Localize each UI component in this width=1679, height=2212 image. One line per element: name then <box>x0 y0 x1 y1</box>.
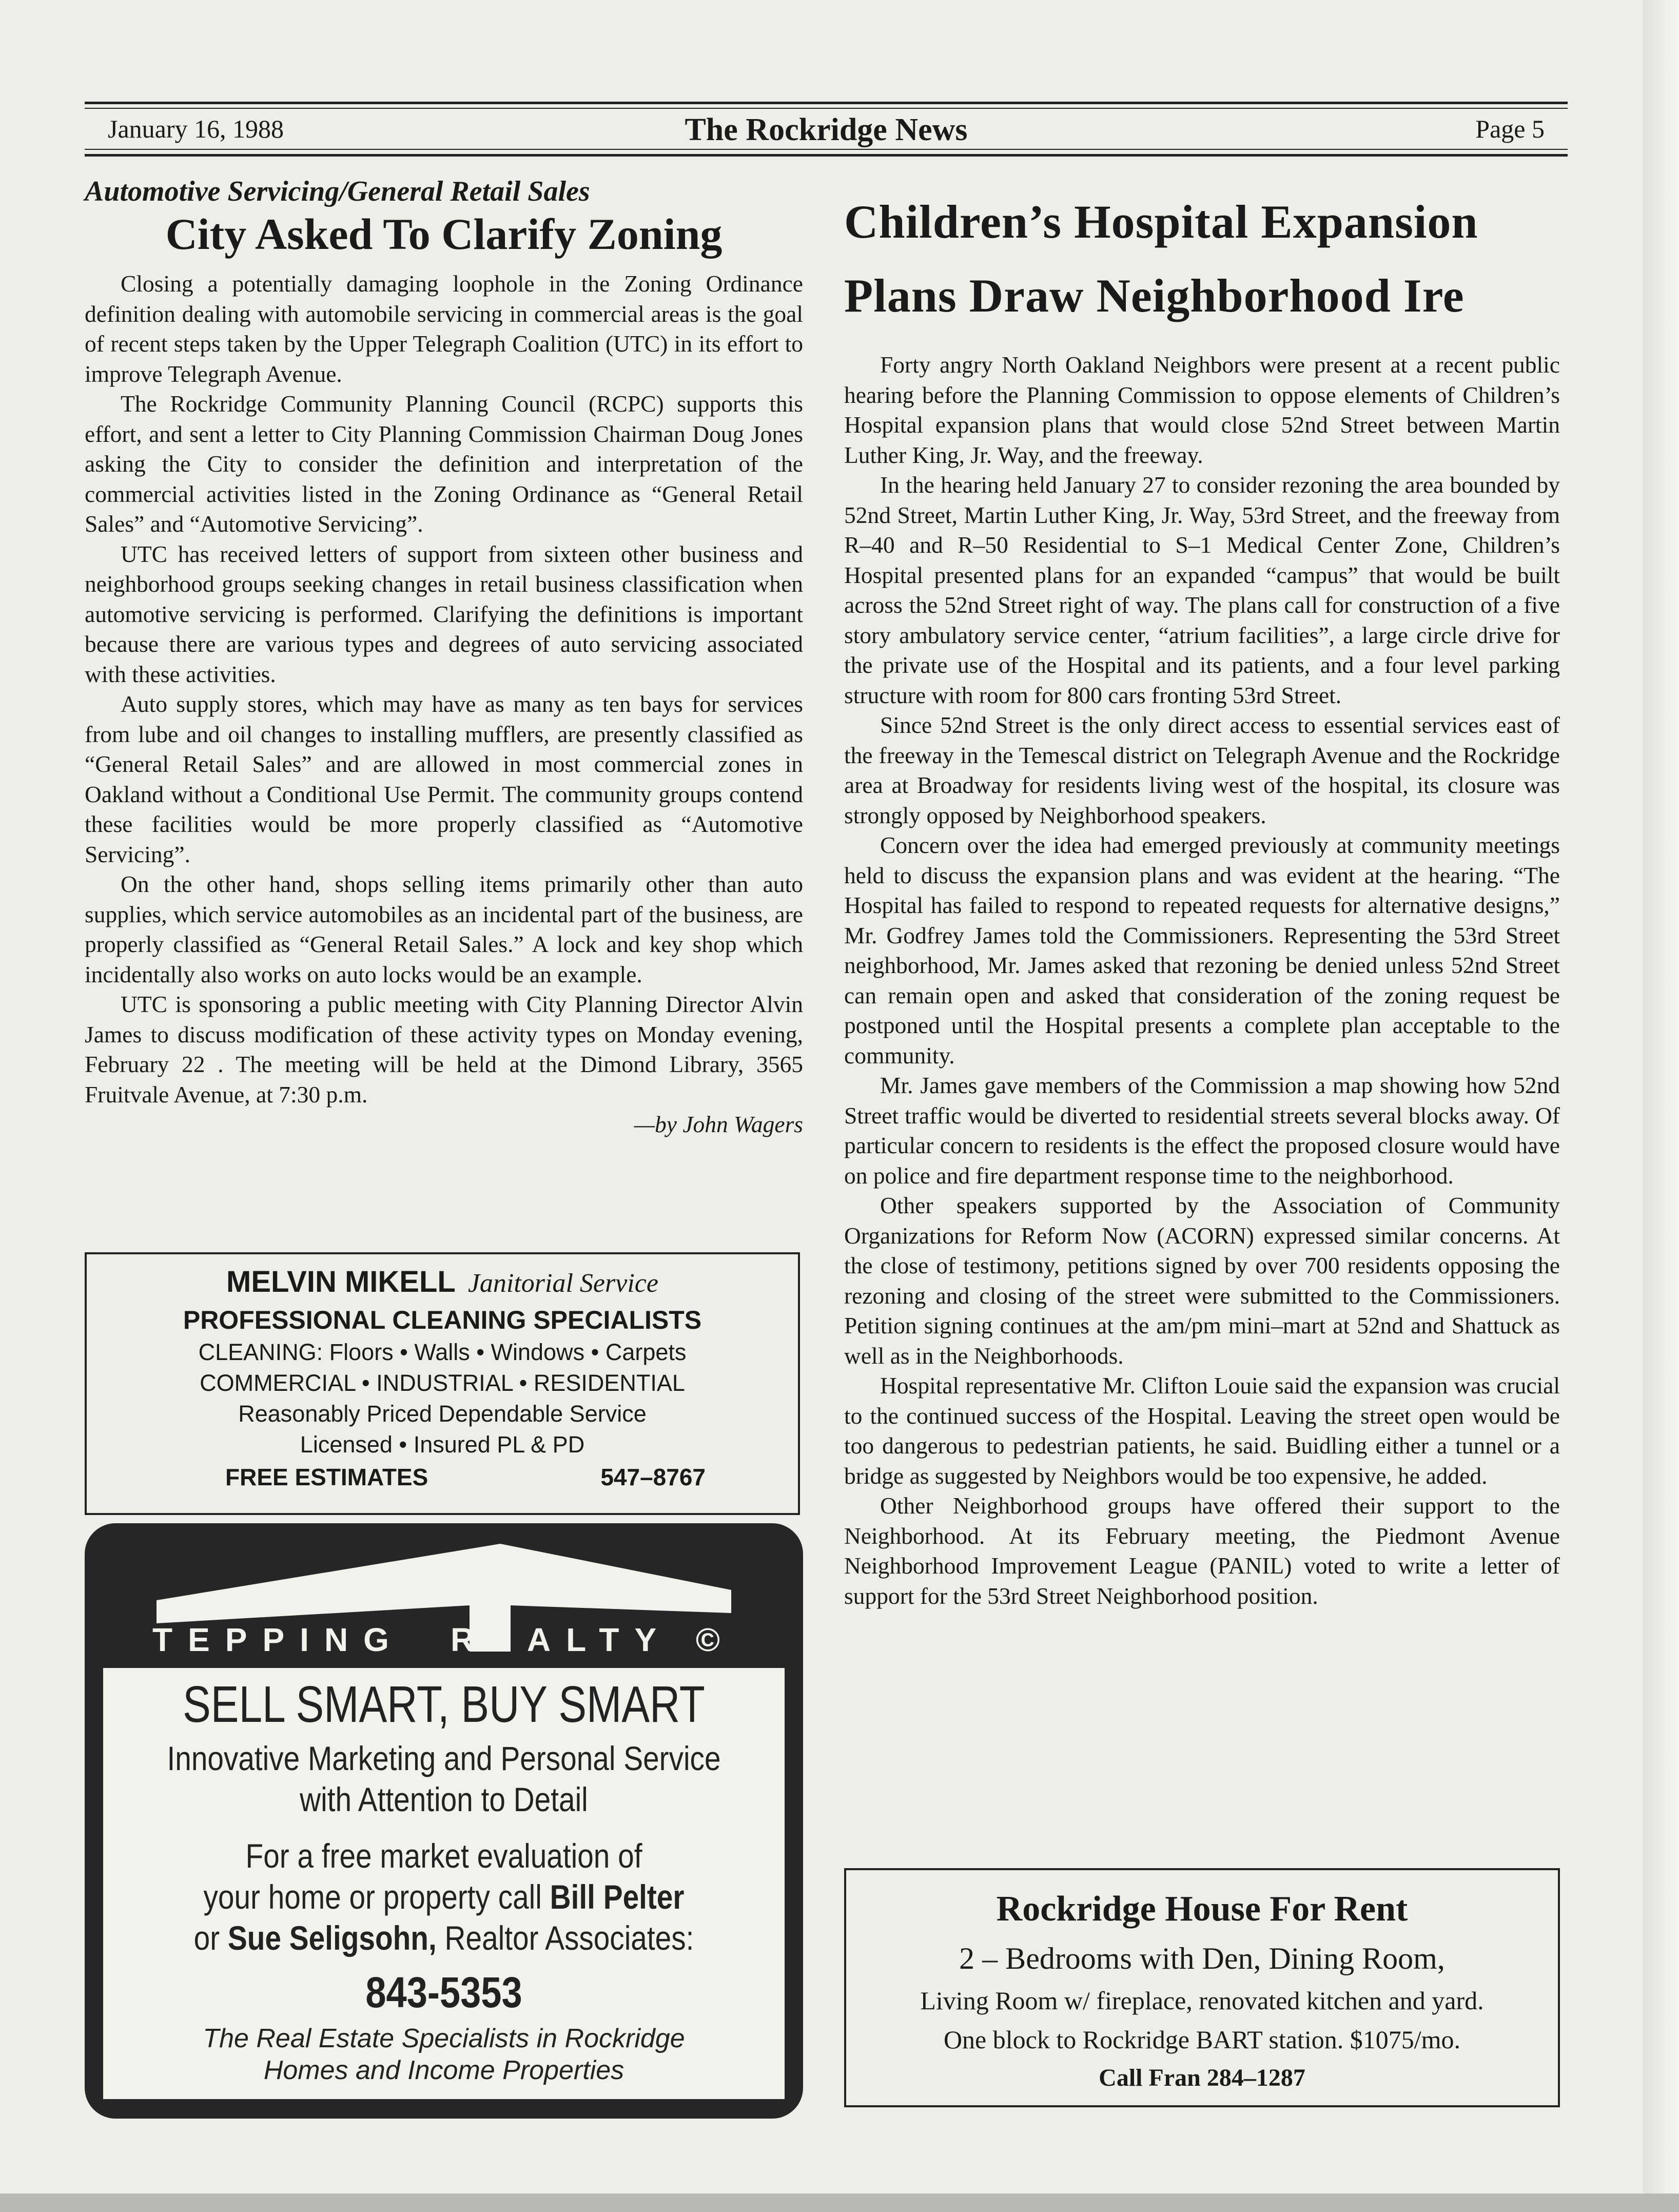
article-paragraph: Mr. James gave members of the Commission a map showing how 52nd Street traffic would be diverted to residential streets several blocks away. Of particular concern to residents is the effect the proposed closure would have on police and fire department response time to the neighborhood. <box>844 1072 1560 1189</box>
article-kicker: Automotive Servicing/General Retail Sales <box>85 176 590 207</box>
article-paragraph: The Rockridge Community Planning Council (RCPC) supports this effort, and sent a letter to City Planning Commission Chairman Doug Jones asking the City to consider the definition and interpretation of the commercial activities listed in the Zoning Ordinance as “General Retail Sales” and “Automotive Servicing”. <box>85 391 803 537</box>
article-paragraph: In the hearing held January 27 to consider rezoning the area bounded by 52nd Street, Martin Luther King, Jr. Way, 53rd Street, and the freeway from R–40 and R–50 Residential to S–1 Medical Center Zone, Children’s Hospital presented plans for an expanded “campus” that would be built across the 52nd Street right of way. The plans call for construction of a five story ambulatory service center, “atrium facilities”, a large circle drive for the private use of the Hospital and its patients, and a four level parking structure with room for 800 cars fronting 53rd Street. <box>844 472 1560 708</box>
realty-subline: Innovative Marketing and Personal Service <box>167 1739 721 1777</box>
article-paragraph: Hospital representative Mr. Clifton Louie said the expansion was crucial to the continued success of the Hospital. Leaving the street open would be too dangerous to pedestrian patients, he said. Buidling either a tunnel or a bridge as suggested by Neighbors would be too expensive, he added. <box>844 1372 1560 1489</box>
masthead-rule-top-thin <box>85 108 1568 109</box>
house-for-rent-ad <box>844 1868 1560 2107</box>
realty-agent-name: Bill Pelter <box>550 1878 685 1916</box>
realty-body <box>151 1917 737 1958</box>
ad-tagline: PROFESSIONAL CLEANING SPECIALISTS <box>183 1306 702 1334</box>
rent-ad-line: One block to Rockridge BART station. $1075/mo. <box>943 2025 1461 2054</box>
realty-slogan: SELL SMART, BUY SMART <box>183 1676 705 1733</box>
ad-line: CLEANING: Floors • Walls • Windows • Carpets <box>198 1339 687 1365</box>
realty-specialists: Homes and Income Properties <box>263 2055 624 2085</box>
janitorial-service-ad <box>85 1252 800 1515</box>
brand-left: TEPPING <box>152 1621 404 1658</box>
masthead-rule-top <box>85 102 1568 104</box>
article-paragraph: Closing a potentially damaging loophole in the Zoning Ordinance definition dealing with automobile servicing in commercial areas is the goal of recent steps taken by the Upper Telegraph Coalition (UTC) in its effort to improve Telegraph Avenue. <box>85 270 803 387</box>
rent-ad-line: Living Room w/ fireplace, renovated kitchen and yard. <box>920 1986 1484 2015</box>
ad-free-estimates: FREE ESTIMATES <box>225 1464 428 1490</box>
newspaper-title: The Rockridge News <box>685 112 968 147</box>
hospital-article <box>844 185 1560 1611</box>
article-paragraph: Forty angry North Oakland Neighbors were present at a recent public hearing before the Planning Commission to oppose elements of Children’s Hospital expansion plans that would close 52nd Street between Martin Luther King, Jr. Way, and the freeway. <box>844 352 1560 468</box>
ad-line: Licensed • Insured PL & PD <box>300 1431 585 1458</box>
rent-ad-contact: Call Fran 284–1287 <box>1099 2064 1305 2091</box>
realty-phone: 843-5353 <box>365 1968 522 2016</box>
realty-body <box>151 1876 737 1917</box>
rent-ad-title: Rockridge House For Rent <box>996 1889 1408 1929</box>
ad-line: COMMERCIAL • INDUSTRIAL • RESIDENTIAL <box>200 1370 685 1396</box>
article-paragraph: Since 52nd Street is the only direct access to essential services east of the freeway in the Temescal district on Telegraph Avenue and the Rockridge area at Broadway for residents living west of the hospital, its closure was strongly opposed by Neighborhood speakers. <box>844 712 1560 828</box>
headline-line: Children’s Hospital Expansion <box>844 196 1478 248</box>
issue-date: January 16, 1988 <box>108 114 284 143</box>
article-paragraph: UTC has received letters of support from sixteen other business and neighborhood groups seeking changes in retail business classification when automotive servicing is performed. Clarifying the definitions is important because there are various types and degrees of auto servicing associated with these activities. <box>85 540 803 687</box>
article-paragraph: Concern over the idea had emerged previously at community meetings held to discuss the expansion plans and was evident at the hearing. “The Hospital has failed to respond to repeated requests for alternative designs,” Mr. Godfrey James told the Commissioners. Representing the 53rd Street neighborhood, Mr. James asked that rezoning be denied unless 52nd Street can remain open and asked that consideration of the zoning request be postponed until the Hospital presents a complete plan acceptable to the community. <box>844 832 1560 1069</box>
article-paragraph: Other Neighborhood groups have offered their support to the Neighborhood. At its February meeting, the Piedmont Avenue Neighborhood Improvement League (PANIL) voted to write a letter of support for the 53rd Street Neighborhood position. <box>844 1492 1560 1609</box>
page-number: Page 5 <box>1475 114 1545 143</box>
article-paragraph: Other speakers supported by the Association of Community Organizations for Reform Now (ACORN) expressed similar concerns. At the close of testimony, petitions signed by over 700 residents opposing the rezoning and closing of the street were submitted to the Commissioners. Petition signing continues at the am/pm mini–mart at 52nd and Shattuck as well as in the Neighborhoods. <box>844 1192 1560 1369</box>
realty-body-text: or <box>193 1919 228 1957</box>
article-paragraph: Auto supply stores, which may have as many as ten bays for services from lube and oil changes to installing mufflers, are presently classified as “General Retail Sales” and are allowed in most commercial zones in Oakland without a Conditional Use Permit. The community groups contend these facilities would be more properly classified as “Automotive Servicing”. <box>85 691 803 867</box>
zoning-article <box>85 174 803 1140</box>
masthead-rule-bottom <box>85 154 1568 157</box>
page-edge-shadow <box>1643 0 1679 2212</box>
ad-line: Reasonably Priced Dependable Service <box>238 1401 647 1427</box>
brand-right: REALTY © <box>450 1621 735 1658</box>
realty-agent-name: Sue Seligsohn, <box>227 1919 437 1957</box>
realty-body-text: Realtor Associates: <box>436 1919 694 1957</box>
scan-bottom-edge <box>0 2194 1679 2212</box>
realty-subline: with Attention to Detail <box>300 1780 588 1818</box>
ad-phone: 547–8767 <box>600 1464 706 1490</box>
realty-specialists: The Real Estate Specialists in Rockridge <box>203 2024 685 2053</box>
article-byline: —by John Wagers <box>634 1111 803 1137</box>
realty-body-text: your home or property call <box>203 1878 550 1916</box>
masthead <box>85 112 1568 148</box>
article-paragraph: UTC is sponsoring a public meeting with City Planning Director Alvin James to discuss modification of these activity types on Monday evening, February 22 . The meeting will be held at the Dimond Library, 3565 Fruitvale Avenue, at 7:30 p.m. <box>85 991 803 1108</box>
masthead-rule-bottom-thin <box>85 149 1568 150</box>
ad-service-type: Janitorial Service <box>467 1269 658 1298</box>
rent-ad-line: 2 – Bedrooms with Den, Dining Room, <box>959 1942 1445 1975</box>
realty-brand <box>85 1621 803 1659</box>
tepping-realty-ad <box>85 1523 803 2119</box>
headline-line: Plans Draw Neighborhood Ire <box>844 269 1465 322</box>
realty-body: For a free market evaluation of <box>245 1837 642 1875</box>
ad-business-name: MELVIN MIKELL <box>226 1265 456 1298</box>
article-paragraph: On the other hand, shops selling items primarily other than auto supplies, which service automobiles as an incidental part of the business, are properly classified as “General Retail Sales.” A lock and key shop which incidentally also works on auto locks would be an example. <box>85 871 803 987</box>
article-headline: City Asked To Clarify Zoning <box>165 209 723 259</box>
article-headline <box>844 185 1560 333</box>
